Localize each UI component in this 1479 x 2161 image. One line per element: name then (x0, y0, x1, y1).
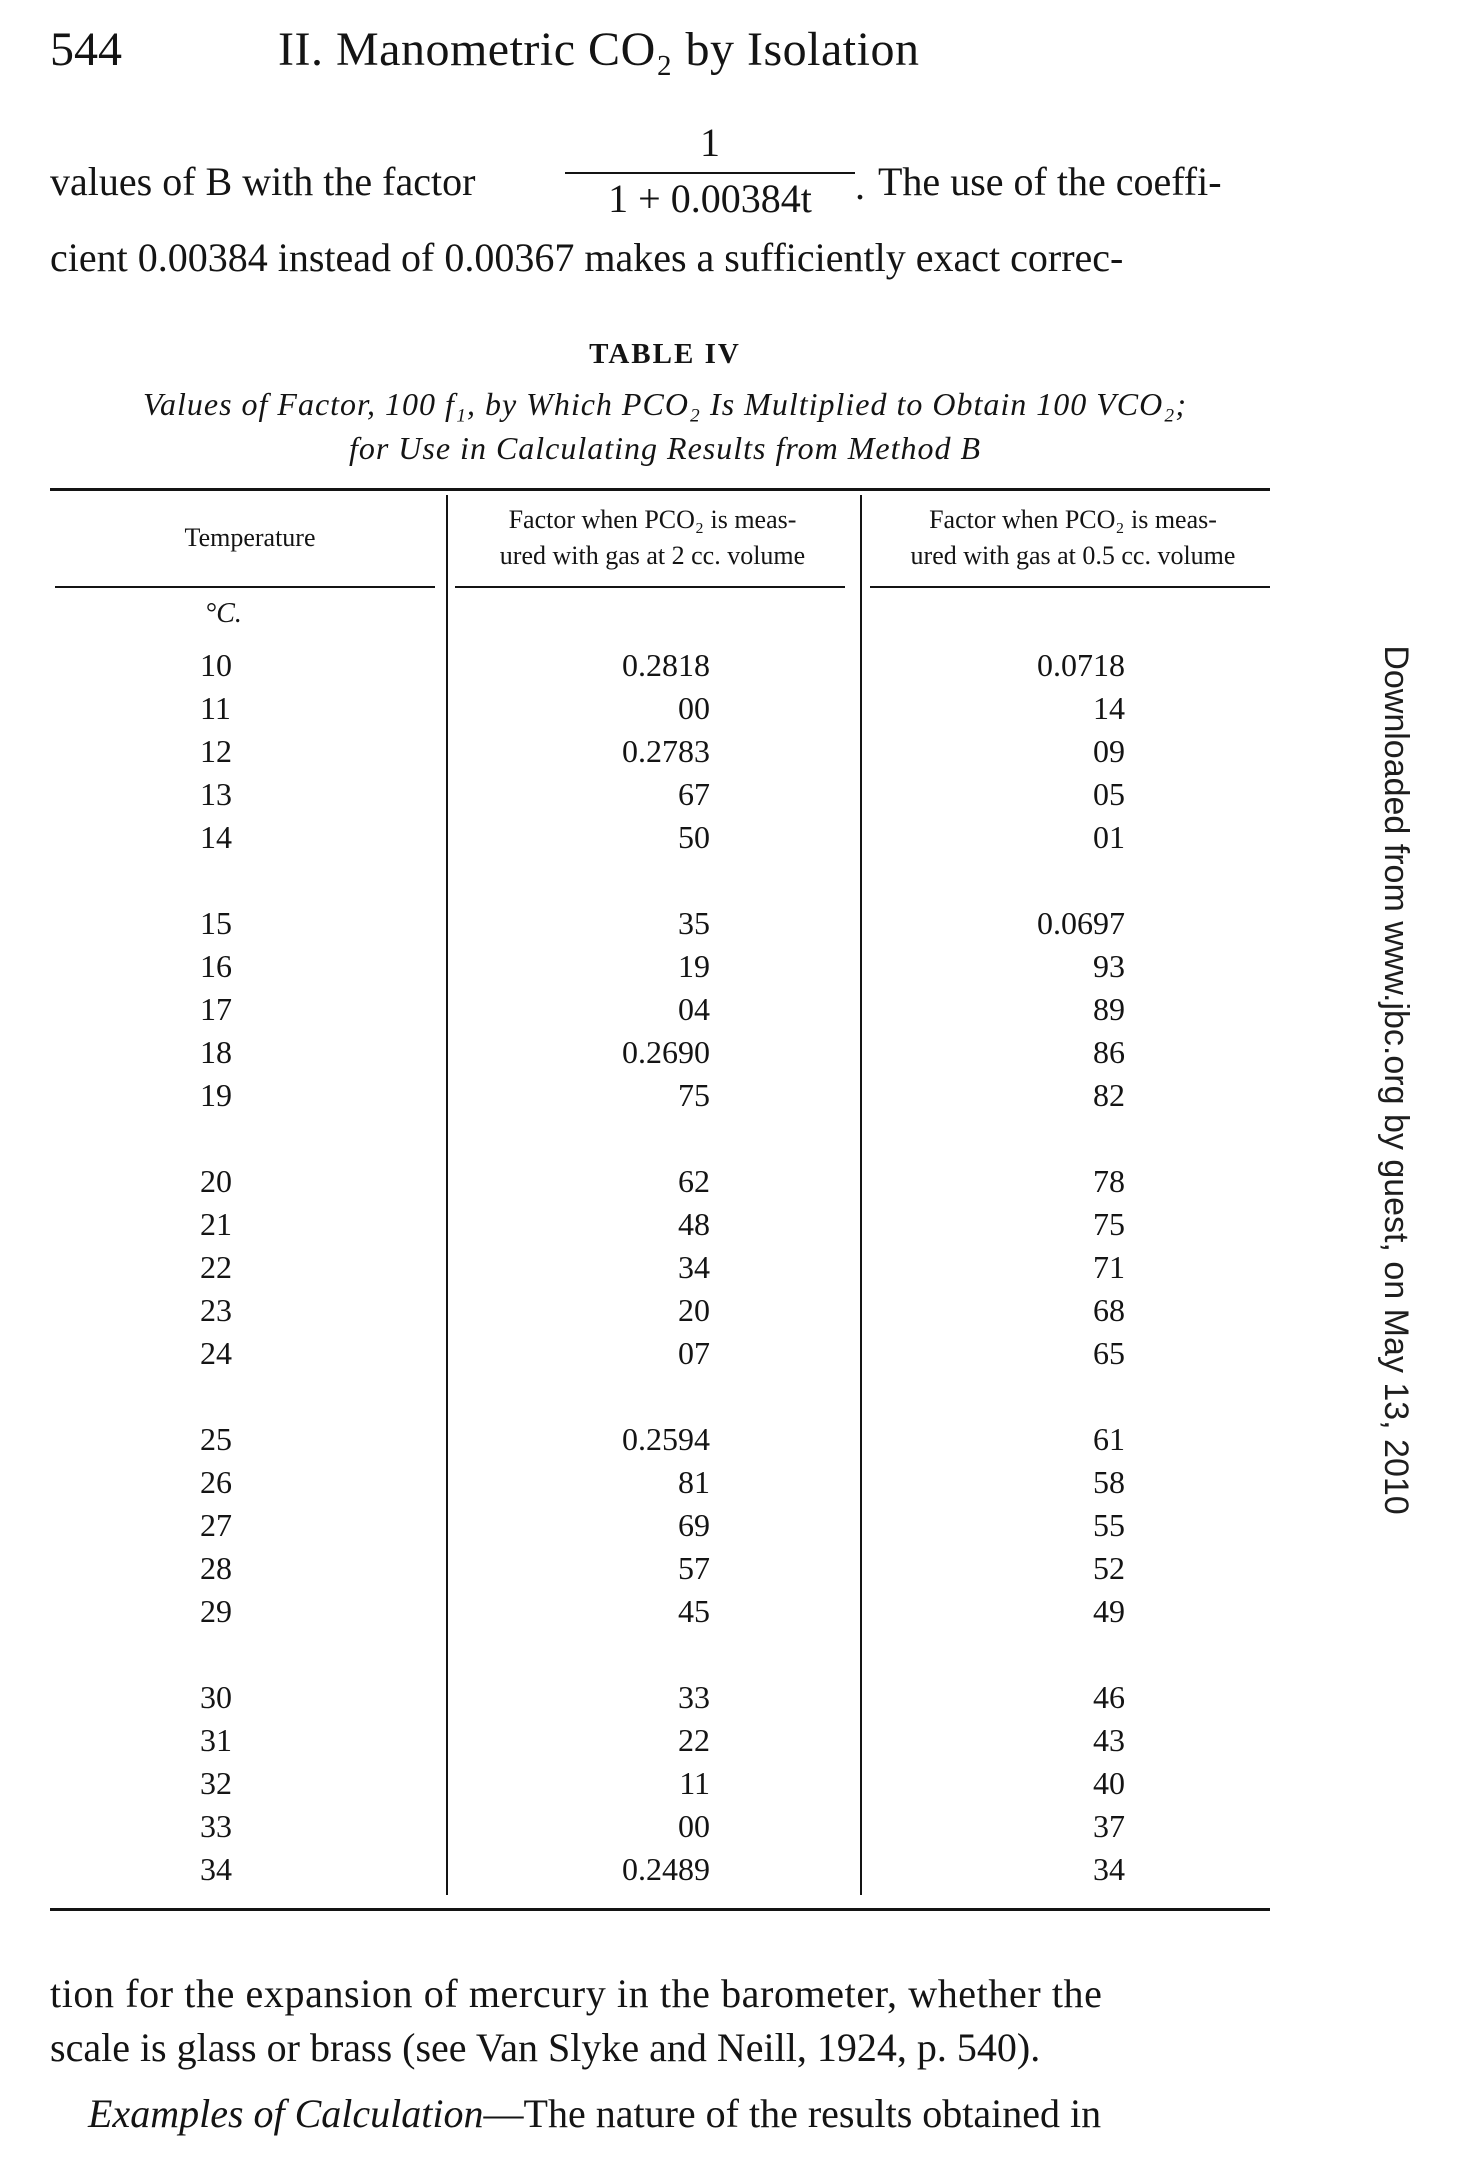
factor-05cc-cell: 37 (1093, 1808, 1125, 1844)
factor-2cc-cell: 33 (678, 1679, 710, 1715)
group-spacer (200, 1375, 300, 1418)
factor-05cc-cell: 05 (1093, 776, 1125, 812)
factor-05cc-cell: 61 (1093, 1421, 1125, 1457)
temperature-cell: 11 (200, 690, 231, 726)
header-underline-col-b (870, 586, 1270, 588)
outro-line-1: tion for the expansion of mercury in the barometer, whether the (50, 1971, 1103, 2016)
factor-05cc-cell: 86 (1093, 1034, 1125, 1070)
factor-05cc-cell: 65 (1093, 1335, 1125, 1371)
running-title: II. Manometric CO₂ by Isolation (278, 23, 920, 76)
factor-05cc-cell: 55 (1093, 1507, 1125, 1543)
factor-2cc-cell: 57 (678, 1550, 710, 1586)
column-divider-left (446, 495, 448, 1895)
factor-fraction (565, 120, 855, 224)
temperature-cell: 33 (200, 1808, 232, 1844)
factor-2cc-cell: 81 (678, 1464, 710, 1500)
factor-2cc-cell: 34 (678, 1249, 710, 1285)
fraction-numerator: 1 (700, 120, 720, 165)
factor-2cc-cell: 69 (678, 1507, 710, 1543)
fraction-period: . (855, 163, 865, 208)
column-divider-right (860, 495, 862, 1895)
group-spacer (540, 1633, 710, 1676)
temperature-cell: 25 (200, 1421, 232, 1457)
group-spacer (540, 1117, 710, 1160)
factor-05cc-cell: 14 (1093, 690, 1125, 726)
factor-05cc-cell: 71 (1093, 1249, 1125, 1285)
temperature-cell: 30 (200, 1679, 232, 1715)
table-caption-line-2: for Use in Calculating Results from Method B (348, 430, 982, 466)
header-col-b-line-1: Factor when PCO₂ is meas- (929, 505, 1217, 534)
fraction-denominator: 1 + 0.00384t (608, 176, 812, 221)
temperature-cell: 10 (200, 647, 232, 683)
temperature-cell: 16 (200, 948, 232, 984)
temperature-unit: °C. (205, 598, 242, 629)
factor-2cc-cell: 62 (678, 1163, 710, 1199)
section-heading-examples: Examples of Calculation (88, 2091, 484, 2136)
group-spacer (960, 859, 1125, 902)
factor-2cc-cell: 50 (678, 819, 710, 855)
outro-line-3 (88, 2090, 1101, 2137)
factor-05cc-cell: 09 (1093, 733, 1125, 769)
factor-2cc-cell: 0.2690 (622, 1034, 710, 1070)
factor-05cc-cell: 46 (1093, 1679, 1125, 1715)
factor-2cc-cell: 00 (678, 1808, 710, 1844)
temperature-cell: 17 (200, 991, 232, 1027)
factor-05cc-cell: 93 (1093, 948, 1125, 984)
factor-05cc-column (960, 644, 1125, 1891)
header-temperature: Temperature (184, 523, 316, 552)
factor-2cc-cell: 11 (679, 1765, 710, 1801)
temperature-cell: 34 (200, 1851, 232, 1887)
factor-2cc-cell: 0.2818 (622, 647, 710, 683)
factor-2cc-cell: 45 (678, 1593, 710, 1629)
factor-2cc-cell: 75 (678, 1077, 710, 1113)
temperature-cell: 14 (200, 819, 232, 855)
outro-line-2: scale is glass or brass (see Van Slyke and Neill, 1924, p. 540). (50, 2025, 1041, 2070)
factor-05cc-cell: 52 (1093, 1550, 1125, 1586)
table-caption-line-1: Values of Factor, 100 f₁, by Which PCO₂ Is Multiplied to Obtain 100 VCO₂; (142, 386, 1188, 422)
temperature-cell: 27 (200, 1507, 232, 1543)
temperature-cell: 22 (200, 1249, 232, 1285)
temperature-cell: 21 (200, 1206, 232, 1242)
group-spacer (200, 859, 300, 902)
factor-2cc-cell: 07 (678, 1335, 710, 1371)
factor-2cc-cell: 35 (678, 905, 710, 941)
factor-2cc-cell: 22 (678, 1722, 710, 1758)
temperature-cell: 15 (200, 905, 232, 941)
group-spacer (200, 1633, 300, 1676)
header-underline-temperature (55, 586, 435, 588)
factor-2cc-column (540, 644, 710, 1891)
factor-05cc-cell: 89 (1093, 991, 1125, 1027)
header-col-a-line-2: ured with gas at 2 cc. volume (499, 541, 806, 570)
page-number: 544 (50, 23, 122, 76)
group-spacer (960, 1117, 1125, 1160)
header-underline-col-a (455, 586, 845, 588)
temperature-cell: 28 (200, 1550, 232, 1586)
factor-05cc-cell: 43 (1093, 1722, 1125, 1758)
factor-05cc-cell: 34 (1093, 1851, 1125, 1887)
table-top-rule (50, 488, 1270, 491)
factor-05cc-cell: 49 (1093, 1593, 1125, 1629)
intro-line-2: cient 0.00384 instead of 0.00367 makes a sufficiently exact correc- (50, 235, 1124, 280)
factor-05cc-cell: 78 (1093, 1163, 1125, 1199)
temperature-cell: 29 (200, 1593, 232, 1629)
factor-05cc-cell: 40 (1093, 1765, 1125, 1801)
group-spacer (960, 1633, 1125, 1676)
temperature-cell: 32 (200, 1765, 232, 1801)
group-spacer (200, 1117, 300, 1160)
factor-05cc-cell: 0.0697 (1037, 905, 1125, 941)
factor-05cc-cell: 68 (1093, 1292, 1125, 1328)
header-col-b-line-2: ured with gas at 0.5 cc. volume (910, 541, 1236, 570)
temperature-cell: 23 (200, 1292, 232, 1328)
header-col-b (868, 502, 1278, 574)
factor-2cc-cell: 67 (678, 776, 710, 812)
temperature-cell: 12 (200, 733, 232, 769)
outro-line-3-rest: —The nature of the results obtained in (483, 2091, 1102, 2136)
temperature-cell: 13 (200, 776, 232, 812)
group-spacer (960, 1375, 1125, 1418)
group-spacer (540, 859, 710, 902)
download-watermark: Downloaded from www.jbc.org by guest, on May 13, 2010 (1377, 645, 1415, 1515)
temperature-cell: 26 (200, 1464, 232, 1500)
intro-line-1-end: The use of the coeffi- (878, 159, 1222, 204)
factor-2cc-cell: 48 (678, 1206, 710, 1242)
factor-05cc-cell: 58 (1093, 1464, 1125, 1500)
factor-2cc-cell: 19 (678, 948, 710, 984)
factor-2cc-cell: 04 (678, 991, 710, 1027)
header-col-a (455, 502, 850, 574)
temperature-column (200, 644, 300, 1891)
factor-2cc-cell: 0.2489 (622, 1851, 710, 1887)
table-bottom-rule (50, 1908, 1270, 1911)
factor-05cc-cell: 82 (1093, 1077, 1125, 1113)
factor-2cc-cell: 0.2783 (622, 733, 710, 769)
temperature-cell: 31 (200, 1722, 232, 1758)
temperature-cell: 24 (200, 1335, 232, 1371)
factor-05cc-cell: 0.0718 (1037, 647, 1125, 683)
header-col-a-line-1: Factor when PCO₂ is meas- (508, 505, 797, 534)
table-label: TABLE IV (589, 338, 741, 370)
temperature-cell: 20 (200, 1163, 232, 1199)
factor-2cc-cell: 0.2594 (622, 1421, 710, 1457)
factor-05cc-cell: 75 (1093, 1206, 1125, 1242)
intro-line-1-start: values of B with the factor (50, 159, 476, 204)
group-spacer (540, 1375, 710, 1418)
factor-2cc-cell: 00 (678, 690, 710, 726)
factor-2cc-cell: 20 (678, 1292, 710, 1328)
temperature-cell: 18 (200, 1034, 232, 1070)
factor-05cc-cell: 01 (1093, 819, 1125, 855)
temperature-cell: 19 (200, 1077, 232, 1113)
